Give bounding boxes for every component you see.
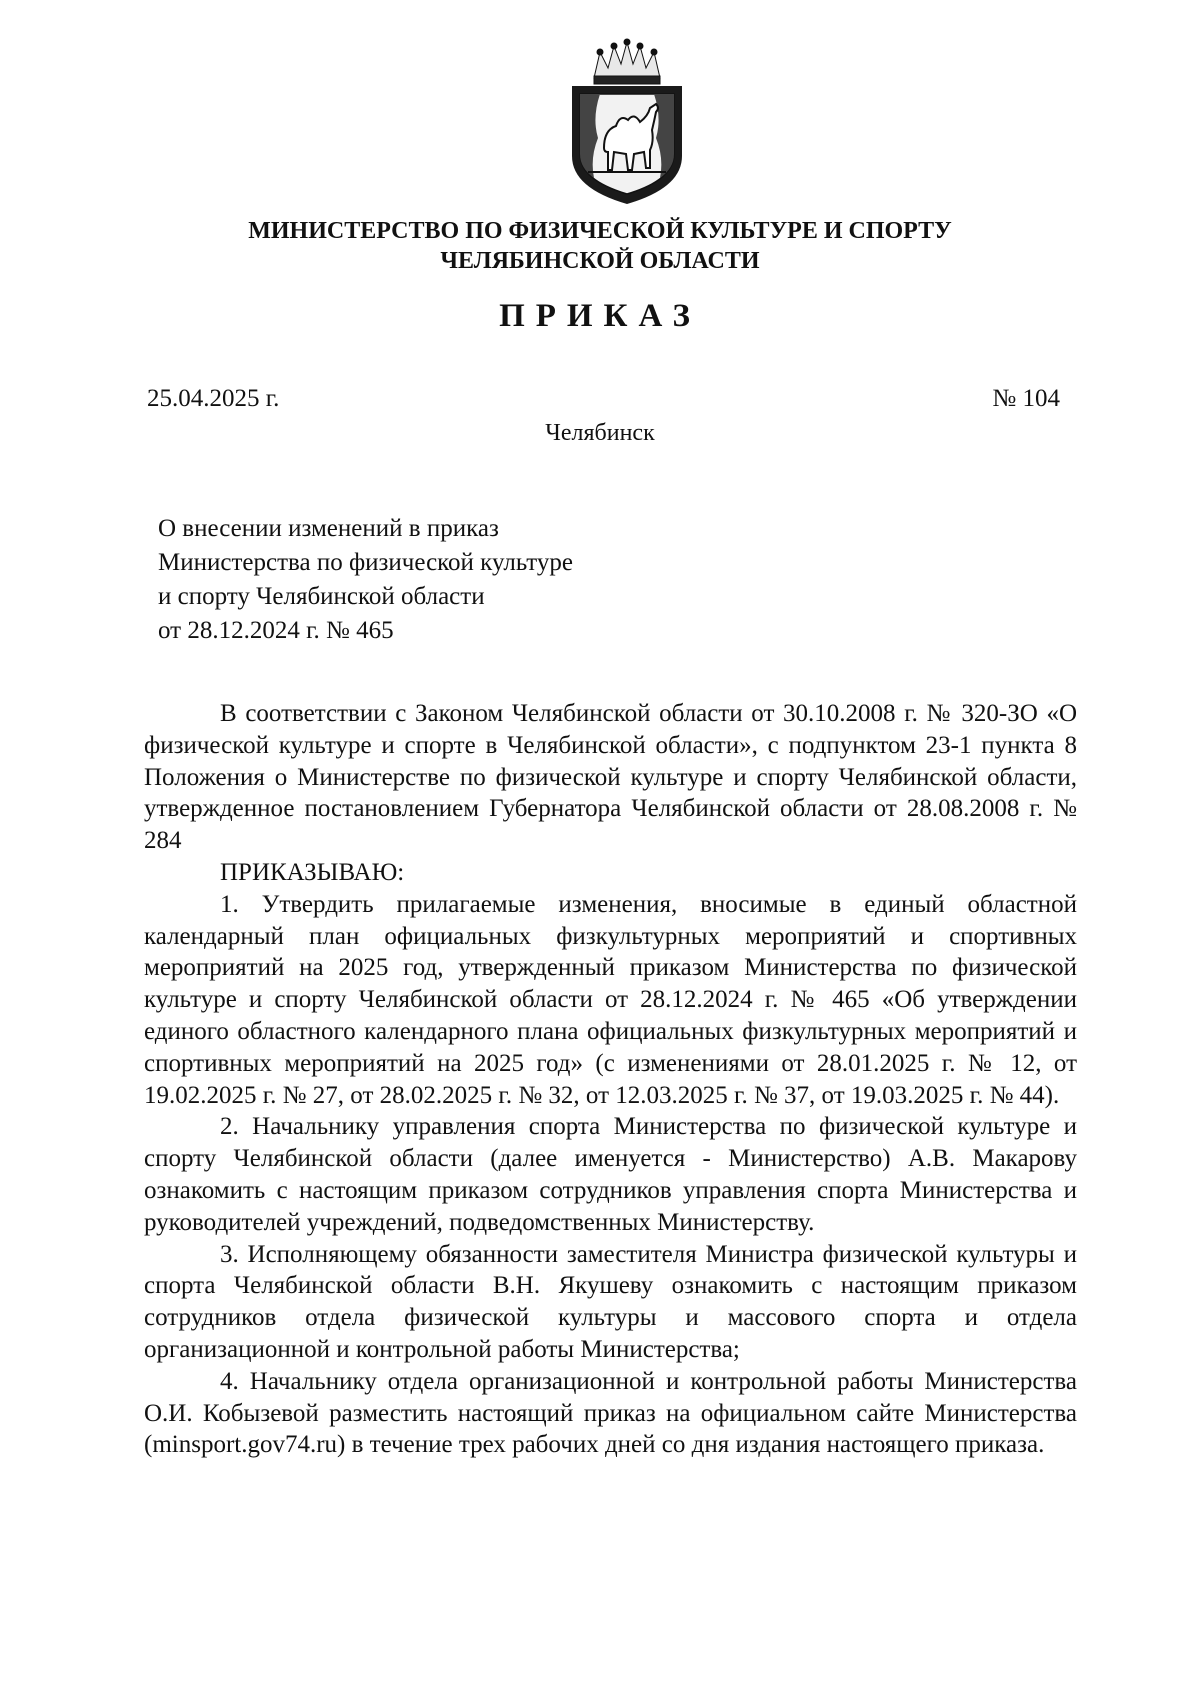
- order-title: ПРИКАЗ: [499, 298, 701, 334]
- order-subject: [158, 512, 573, 648]
- subject-line: и спорту Челябинской области: [158, 583, 485, 610]
- ministry-name-line-2: ЧЕЛЯБИНСКОЙ ОБЛАСТИ: [440, 248, 760, 274]
- order-body: [144, 698, 1077, 1461]
- order-city: Челябинск: [545, 420, 655, 446]
- order-item-2: 2. Начальнику управления спорта Министерства по физической культуре и спорту Челябинской области (далее именуется - Министерство) А.В. Макарову ознакомить с настоящим приказом сотрудников управления спорта Министерства и руководителей учреждений, подведомственных Министерству.: [144, 1113, 1077, 1236]
- subject-line: Министерства по физической культуре: [158, 549, 573, 576]
- ministry-name-line-1: МИНИСТЕРСТВО ПО ФИЗИЧЕСКОЙ КУЛЬТУРЕ И СПОРТУ: [248, 218, 952, 244]
- preamble-paragraph: В соответствии с Законом Челябинской области от 30.10.2008 г. № 320-ЗО «О физической культуре и спорте в Челябинской области», с подпунктом 23-1 пункта 8 Положения о Министерстве по физической культуре и спорту Челябинской области, утвержденное постановлением Губернатора Челябинской области от 28.08.2008 г. № 284: [144, 700, 1077, 855]
- order-word: ПРИКАЗЫВАЮ:: [220, 858, 405, 886]
- order-item-3: 3. Исполняющему обязанности заместителя Министра физической культуры и спорта Челябинской области В.Н. Якушеву ознакомить с настоящим приказом сотрудников отдела физической культуры и массового спорта и отдела организационной и контрольной работы Министерства;: [144, 1240, 1077, 1363]
- subject-line: О внесении изменений в приказ: [158, 515, 499, 542]
- order-number: № 104: [992, 385, 1060, 412]
- order-item-4: 4. Начальнику отдела организационной и контрольной работы Министерства О.И. Кобызевой разместить настоящий приказ на официальном сайте Министерства (minsport.gov74.ru) в течение трех рабочих дней со дня издания настоящего приказа.: [144, 1367, 1077, 1459]
- chelyabinsk-coat-of-arms-icon: [564, 38, 690, 208]
- order-date: 25.04.2025 г.: [147, 385, 280, 412]
- order-item-1: 1. Утвердить прилагаемые изменения, вносимые в единый областной календарный план официальных физкультурных мероприятий и спортивных мероприятий на 2025 год, утвержденный приказом Министерства по физической культуре и спорту Челябинской области от 28.12.2024 г. № 465 «Об утверждении единого областного календарного плана официальных физкультурных мероприятий и спортивных мероприятий на 2025 год» (с изменениями от 28.01.2025 г. № 12, от 19.02.2025 г. № 27, от 28.02.2025 г. № 32, от 12.03.2025 г. № 37, от 19.03.2025 г. № 44).: [144, 890, 1077, 1109]
- subject-line: от 28.12.2024 г. № 465: [158, 617, 394, 644]
